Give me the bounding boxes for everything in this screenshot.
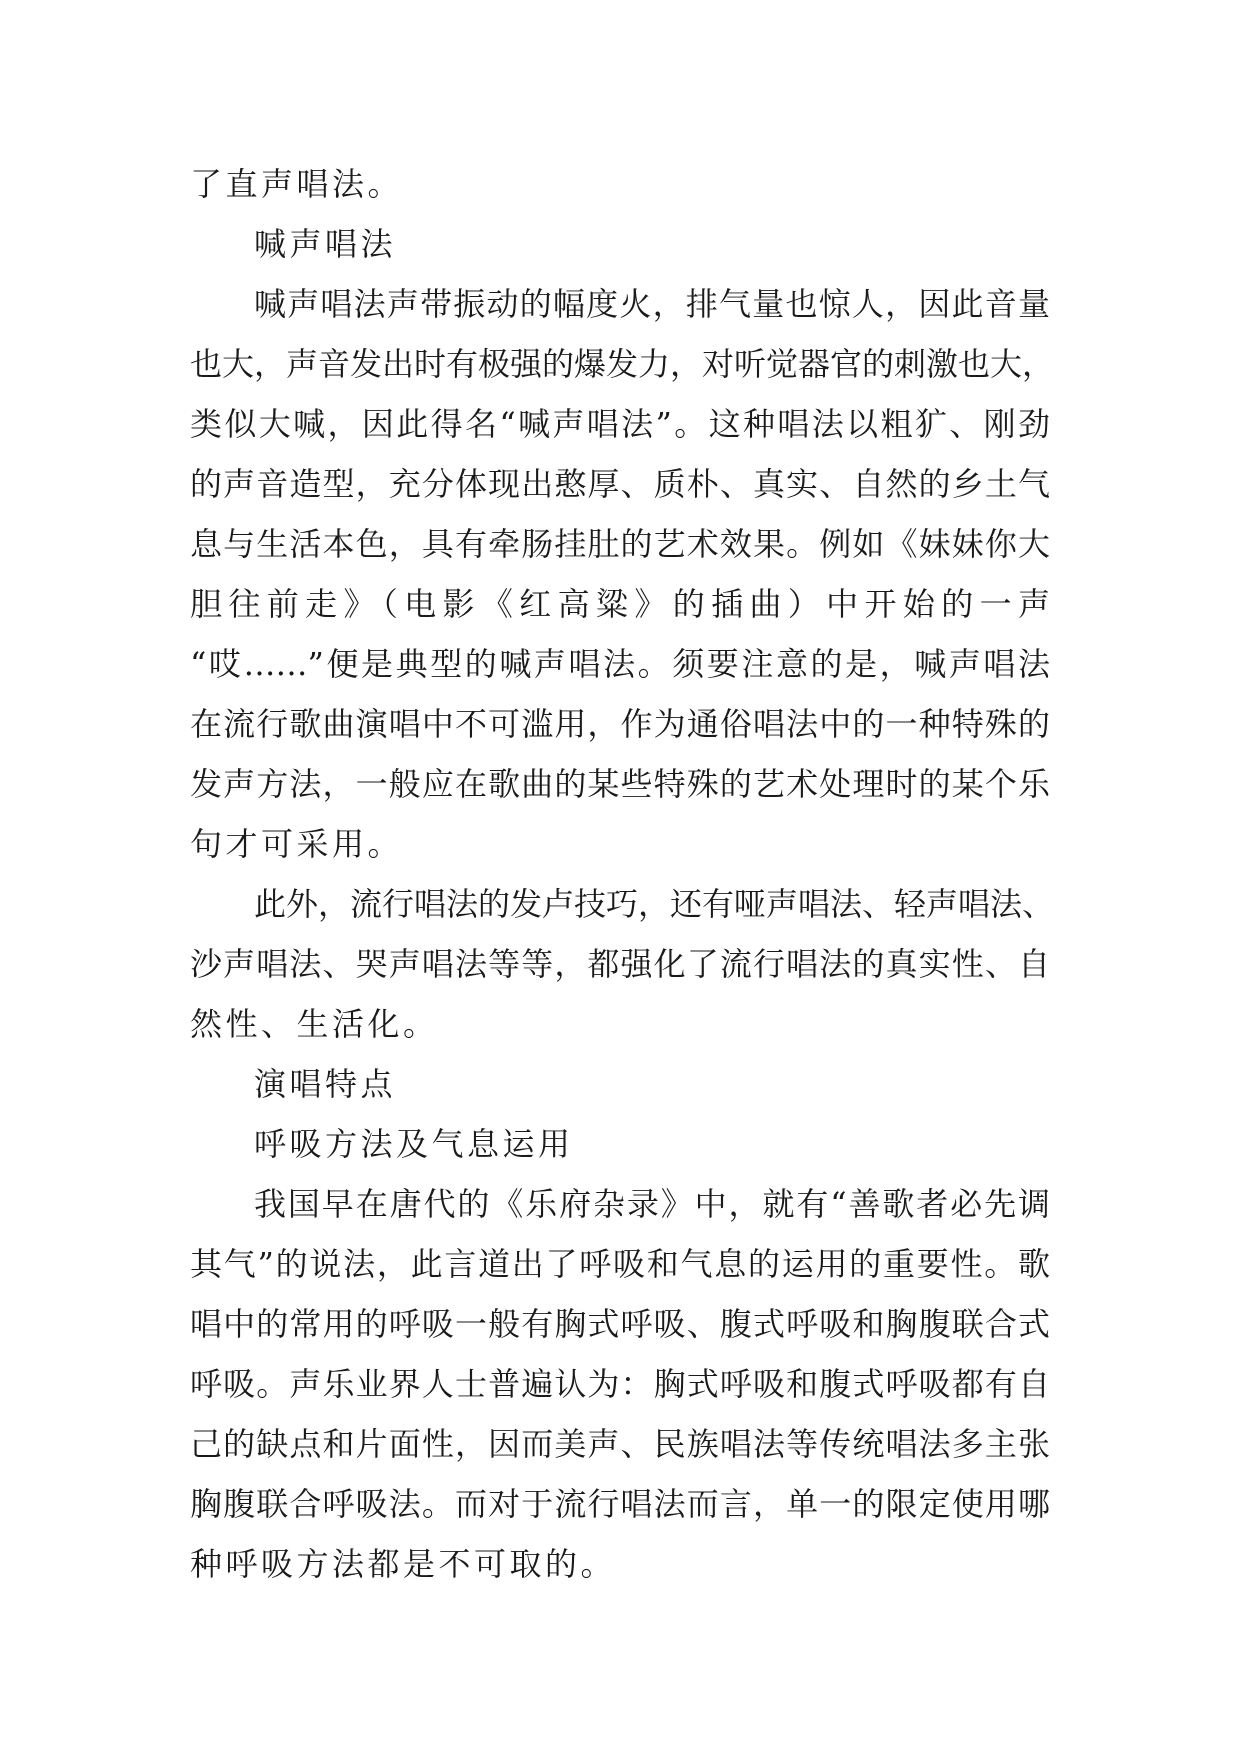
- text-line: 然性、生活化。: [190, 1005, 439, 1043]
- text-line: 句才可采用。: [190, 825, 404, 863]
- text-line: 发声方法，一般应在歌曲的某些特殊的艺术处理时的某个乐: [190, 765, 1050, 803]
- text-line: 沙声唱法、哭声唱法等等，都强化了流行唱法的真实性、自: [190, 945, 1050, 983]
- text-line: 呼吸方法及气息运用: [254, 1125, 574, 1163]
- text-line: 喊声唱法声带振动的幅度火，排气量也惊人，因此音量: [254, 285, 1050, 323]
- text-line: 唱中的常用的呼吸一般有胸式呼吸、腹式呼吸和胸腹联合式: [190, 1305, 1050, 1343]
- text-line: 此外，流行唱法的发卢技巧，还有哑声唱法、轻声唱法、: [254, 885, 1055, 923]
- text-line: 息与生活本色，具有牵肠挂肚的艺术效果。例如《妹妹你大: [190, 525, 1050, 563]
- text-line: 了直声唱法。: [190, 165, 404, 203]
- document-body: [190, 154, 1055, 1594]
- text-line: 胸腹联合呼吸法。而对于流行唱法而言，单一的限定使用哪: [190, 1485, 1050, 1523]
- text-line: 胆往前走》（电影《红高粱》的插曲）中开始的一声: [190, 585, 1050, 623]
- text-line: 类似大喊，因此得名“喊声唱法”。这种唱法以粗犷、刚劲: [190, 405, 1050, 443]
- text-line: 的声音造型，充分体现出憨厚、质朴、真实、自然的乡土气: [190, 465, 1050, 503]
- text-line: 我国早在唐代的《乐府杂录》中，就有“善歌者必先调: [254, 1185, 1050, 1223]
- text-line: 喊声唱法: [254, 225, 397, 263]
- text-line: 也大，声音发出时有极强的爆发力，对听觉器官的刺激也大，: [190, 345, 1055, 383]
- text-line: 己的缺点和片面性，因而美声、民族唱法等传统唱法多主张: [190, 1425, 1050, 1463]
- text-line: 呼吸。声乐业界人士普遍认为：胸式呼吸和腹式呼吸都有自: [190, 1365, 1050, 1403]
- text-line: 其气”的说法，此言道出了呼吸和气息的运用的重要性。歌: [190, 1245, 1050, 1283]
- text-line: 演唱特点: [254, 1065, 397, 1103]
- text-line: 种呼吸方法都是不可取的。: [190, 1545, 617, 1583]
- text-line: “哎……”便是典型的喊声唱法。须要注意的是，喊声唱法: [190, 645, 1050, 683]
- text-line: 在流行歌曲演唱中不可滥用，作为通俗唱法中的一种特殊的: [190, 705, 1050, 743]
